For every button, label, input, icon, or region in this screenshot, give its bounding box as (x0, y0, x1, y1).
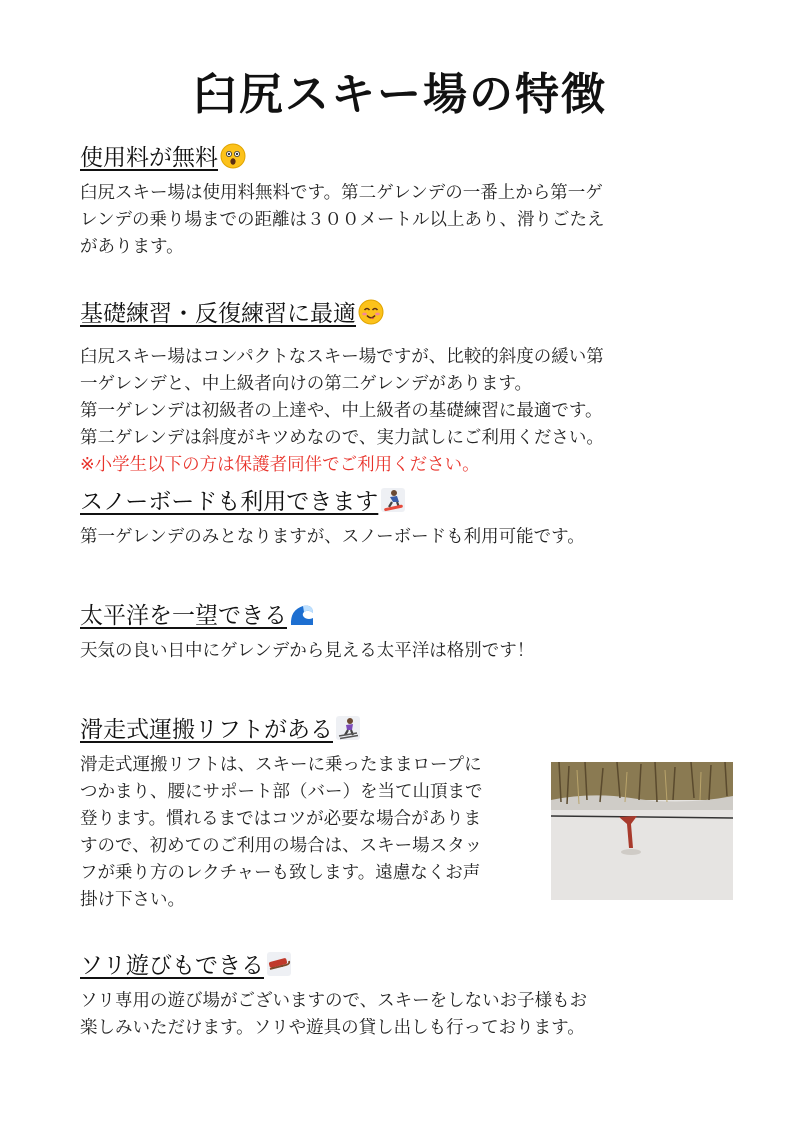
section-practice (80, 298, 730, 479)
heading-text: 太平洋を一望できる (80, 603, 287, 629)
water-wave-icon (289, 601, 315, 627)
section-heading (80, 600, 730, 632)
page-title: 臼尻スキー場の特徴 (193, 69, 607, 120)
heading-text: ソリ遊びもできる (80, 953, 264, 979)
note-text: ※小学生以下の方は保護者同伴でご利用ください。 (80, 455, 480, 475)
lift-photo (551, 762, 733, 900)
section-body: 天気の良い日中にゲレンデから見える太平洋は格別です！ (80, 641, 535, 661)
lift-photo-image (551, 762, 733, 900)
section-sled (80, 950, 730, 1042)
heading-text: スノーボードも利用できます (80, 489, 379, 515)
smiling-face-icon (358, 299, 384, 325)
astonished-face-icon (220, 143, 246, 169)
section-snowboard (80, 486, 730, 551)
section-heading (80, 486, 730, 518)
snowboarder-icon (380, 487, 406, 513)
heading-text: 使用料が無料 (80, 145, 218, 171)
section-body: 臼尻スキー場は使用料無料です。第二ゲレンデの一番上から第一ゲ レンデの乗り場までの距離は３００メートル以上あり、滑りごたえ があります。 (80, 183, 605, 257)
heading-text: 滑走式運搬リフトがある (80, 717, 333, 743)
section-free-fee (80, 142, 730, 261)
skier-icon (335, 715, 361, 741)
section-body: 滑走式運搬リフトは、スキーに乗ったままロープに つかまり、腰にサポート部（バー）を当て山頂まで 登ります。慣れるまではコツが必要な場合がありま すので、初めてのご利用の場合は、スキー場スタッ フが乗り方のレクチャーも致します。遠慮なくお声 掛け下さい。 (80, 755, 483, 910)
heading-text: 基礎練習・反復練習に最適 (80, 301, 356, 327)
section-body: 臼尻スキー場はコンパクトなスキー場ですが、比較的斜度の緩い第 一ゲレンデと、中上級者向けの第二ゲレンデがあります。 第一ゲレンデは初級者の上達や、中上級者の基礎練習に最適です。 第二ゲレンデは斜度がキツめなので、実力試しにご利用ください。 (80, 347, 604, 448)
section-heading (80, 142, 730, 174)
section-heading (80, 950, 730, 982)
section-body: 第一ゲレンデのみとなりますが、スノーボードも利用可能です。 (80, 527, 585, 547)
sled-icon (266, 951, 292, 977)
section-pacific (80, 600, 730, 665)
section-heading (80, 714, 730, 746)
section-body: ソリ専用の遊び場がございますので、スキーをしないお子様もお 楽しみいただけます。ソリや遊具の貸し出しも行っております。 (80, 991, 588, 1038)
section-heading (80, 298, 730, 330)
